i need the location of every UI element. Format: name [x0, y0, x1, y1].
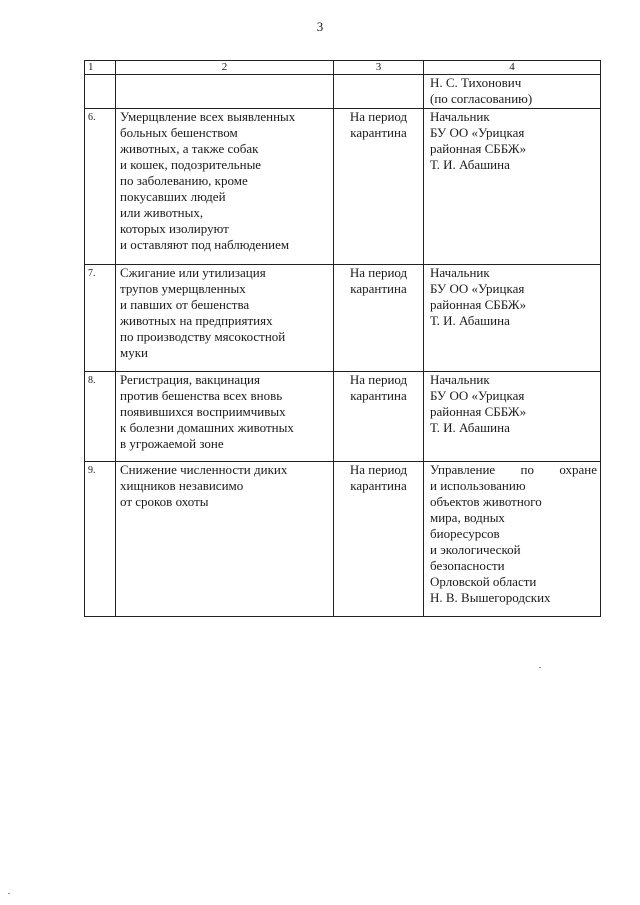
- action-text-line: Регистрация, вакцинация: [120, 372, 260, 387]
- table-row: [85, 75, 601, 109]
- period-text-line: карантина: [350, 281, 407, 296]
- period-text-line: карантина: [350, 478, 407, 493]
- responsible-text: [424, 372, 601, 462]
- responsible-text: [424, 75, 601, 109]
- action-text: [116, 462, 334, 617]
- action-text-line: трупов умерщвленных: [120, 281, 246, 296]
- responsible-text-line: Т. И. Абашина: [430, 420, 510, 435]
- period-text-line: На период: [349, 372, 408, 387]
- period-text-line: На период: [349, 462, 408, 477]
- action-text-line: Снижение численности диких: [120, 462, 288, 477]
- responsible-text-line: Начальник: [430, 109, 490, 124]
- action-text-line: от сроков охоты: [120, 494, 209, 509]
- row-number: 9.: [85, 462, 116, 617]
- page-number: 3: [316, 19, 324, 34]
- row-number: 8.: [85, 372, 116, 462]
- action-text-line: появившихся восприимчивых: [120, 404, 286, 419]
- period-text: [334, 75, 424, 109]
- column-header-3: 3: [334, 61, 424, 75]
- measures-table: [84, 60, 601, 617]
- action-text-line: животных, а также собак: [120, 141, 259, 156]
- responsible-text: [424, 109, 601, 265]
- row-number: [85, 75, 116, 109]
- responsible-text: [424, 462, 601, 617]
- scan-mark: [539, 667, 541, 668]
- action-text: [116, 265, 334, 372]
- period-text: [334, 109, 424, 265]
- action-text: [116, 75, 334, 109]
- row-number: 6.: [85, 109, 116, 265]
- period-text-line: На период: [349, 109, 408, 124]
- responsible-text-line: БУ ОО «Урицкая: [430, 281, 525, 296]
- period-text-line: На период: [349, 265, 408, 280]
- action-text-line: в угрожаемой зоне: [120, 436, 224, 451]
- responsible-text-line: и использованию: [430, 478, 526, 493]
- action-text-line: по производству мясокостной: [120, 329, 286, 344]
- responsible-text-line: районная СББЖ»: [430, 141, 527, 156]
- action-text-line: или животных,: [120, 205, 204, 220]
- responsible-text-line: и экологической: [430, 542, 521, 557]
- responsible-text-line: Т. И. Абашина: [430, 157, 510, 172]
- action-text-line: и оставляют под наблюдением: [120, 237, 290, 252]
- action-text: [116, 372, 334, 462]
- action-text-line: и павших от бешенства: [120, 297, 250, 312]
- action-text-line: больных бешенством: [120, 125, 238, 140]
- action-text: [116, 109, 334, 265]
- action-text-line: по заболеванию, кроме: [120, 173, 248, 188]
- table-row: [85, 462, 601, 617]
- responsible-text-line: Т. И. Абашина: [430, 313, 510, 328]
- action-text-line: которых изолируют: [120, 221, 229, 236]
- action-text-line: Сжигание или утилизация: [120, 265, 266, 280]
- action-text-line: и кошек, подозрительные: [120, 157, 262, 172]
- responsible-text-line: мира, водных: [430, 510, 505, 525]
- table-row: [85, 372, 601, 462]
- responsible-text-line: (по согласованию): [430, 91, 533, 106]
- action-text-line: животных на предприятиях: [120, 313, 273, 328]
- table-header-row: [85, 61, 601, 75]
- responsible-text-line: Начальник: [430, 265, 490, 280]
- period-text-line: карантина: [350, 388, 407, 403]
- table-row: [85, 109, 601, 265]
- scan-mark: [8, 893, 10, 894]
- column-header-2: 2: [116, 61, 334, 75]
- period-text: [334, 372, 424, 462]
- responsible-text-line: районная СББЖ»: [430, 404, 527, 419]
- responsible-text-line: БУ ОО «Урицкая: [430, 125, 525, 140]
- action-text-line: против бешенства всех вновь: [120, 388, 283, 403]
- responsible-text-line: биоресурсов: [430, 526, 500, 541]
- action-text-line: хищников независимо: [120, 478, 244, 493]
- responsible-text-line: Н. В. Вышегородских: [430, 590, 551, 605]
- action-text-line: муки: [120, 345, 148, 360]
- action-text-line: к болезни домашних животных: [120, 420, 294, 435]
- period-text: [334, 265, 424, 372]
- responsible-text: [424, 265, 601, 372]
- period-text-line: карантина: [350, 125, 407, 140]
- responsible-text-line: районная СББЖ»: [430, 297, 527, 312]
- responsible-text-line: безопасности: [430, 558, 505, 573]
- responsible-text-line: Н. С. Тихонович: [430, 75, 522, 90]
- action-text-line: Умерщвление всех выявленных: [120, 109, 296, 124]
- responsible-text-line: БУ ОО «Урицкая: [430, 388, 525, 403]
- column-header-4: 4: [424, 61, 601, 75]
- responsible-text-line: объектов животного: [430, 494, 542, 509]
- period-text: [334, 462, 424, 617]
- responsible-text-line: Орловской области: [430, 574, 537, 589]
- row-number: 7.: [85, 265, 116, 372]
- column-header-1: 1: [85, 61, 116, 75]
- responsible-text-line: Начальник: [430, 372, 490, 387]
- action-text-line: покусавших людей: [120, 189, 226, 204]
- responsible-text-line: Управление по охране: [430, 462, 597, 477]
- table-row: [85, 265, 601, 372]
